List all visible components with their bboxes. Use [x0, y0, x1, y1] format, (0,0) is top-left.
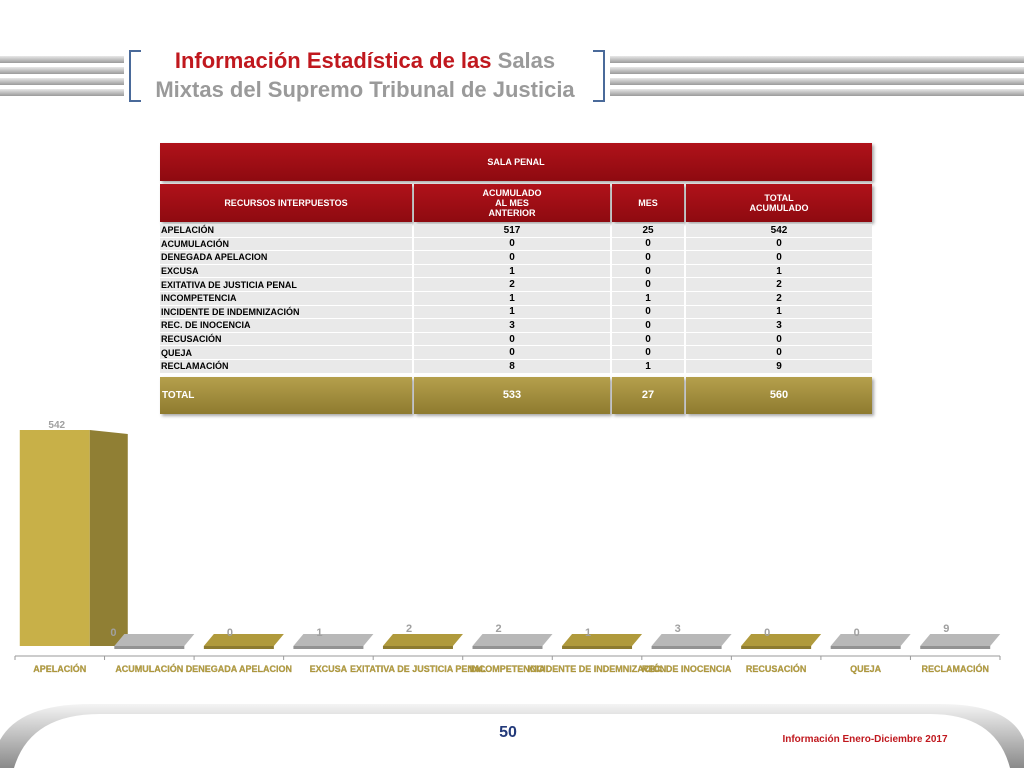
- row-prev: 2: [414, 278, 610, 292]
- row-mes: 0: [612, 251, 684, 265]
- row-mes: 0: [612, 333, 684, 347]
- row-mes: 0: [612, 238, 684, 252]
- column-header-row: [160, 184, 872, 222]
- bar-edge: [741, 646, 811, 649]
- page-title: [140, 46, 590, 104]
- x-tick-label: INCOMPETENCIA: [469, 664, 546, 674]
- row-total: 2: [686, 278, 872, 292]
- bar: [562, 627, 642, 649]
- bar-top: [562, 634, 642, 646]
- row-label: RECLAMACIÓN: [160, 360, 412, 374]
- bar: [383, 623, 463, 649]
- bar-top: [920, 634, 1000, 646]
- row-prev: 1: [414, 306, 610, 320]
- row-total: 1: [686, 265, 872, 279]
- col-header-recursos: RECURSOS INTERPUESTOS: [160, 184, 412, 222]
- row-prev: 0: [414, 238, 610, 252]
- section-header: SALA PENAL: [160, 143, 872, 181]
- row-total: 0: [686, 333, 872, 347]
- table-row: [160, 292, 872, 306]
- table-row: [160, 278, 872, 292]
- row-prev: 0: [414, 333, 610, 347]
- bar-edge: [293, 646, 363, 649]
- header-stripes-right: [610, 56, 1024, 98]
- x-tick-label: RECUSACIÓN: [745, 664, 807, 674]
- row-total: 0: [686, 251, 872, 265]
- table-row: [160, 224, 872, 238]
- bar: [741, 627, 821, 649]
- bar: [652, 623, 732, 649]
- row-label: INCOMPETENCIA: [160, 292, 412, 306]
- table-row: [160, 306, 872, 320]
- x-tick-label: DENEGADA APELACION: [185, 664, 293, 674]
- bar-front: [20, 430, 90, 646]
- bar: [920, 623, 1000, 649]
- footer-period: Información Enero-Diciembre 2017: [782, 734, 948, 745]
- total-prev: 533: [414, 377, 610, 414]
- x-tick-label: EXITATIVA DE JUSTICIA PENAL: [350, 664, 486, 674]
- bar-edge: [562, 646, 632, 649]
- table-row: [160, 319, 872, 333]
- bar-chart: [0, 410, 1024, 690]
- bar-edge: [652, 646, 722, 649]
- bar-top: [293, 634, 373, 646]
- x-tick-label: INCIDENTE DE INDEMNIZACIÓN: [527, 664, 667, 674]
- header-stripes-left: [0, 56, 124, 98]
- title-gray-part-1: Salas: [497, 48, 556, 73]
- row-total: 3: [686, 319, 872, 333]
- row-total: 9: [686, 360, 872, 374]
- col-header-mes: MES: [612, 184, 684, 222]
- row-label: ACUMULACIÓN: [160, 238, 412, 252]
- bar: [204, 627, 284, 649]
- row-prev: 1: [414, 265, 610, 279]
- row-mes: 25: [612, 224, 684, 238]
- x-tick-label: REC. DE INOCENCIA: [641, 664, 732, 674]
- row-label: EXCUSA: [160, 265, 412, 279]
- bar-value-label: 0: [764, 627, 771, 639]
- table-row: [160, 238, 872, 252]
- bar-edge: [473, 646, 543, 649]
- row-label: RECUSACIÓN: [160, 333, 412, 347]
- row-label: EXITATIVA DE JUSTICIA PENAL: [160, 278, 412, 292]
- total-total: 560: [686, 377, 872, 414]
- row-total: 542: [686, 224, 872, 238]
- row-mes: 0: [612, 265, 684, 279]
- table-body: [160, 224, 872, 374]
- bar-value-label: 542: [48, 420, 66, 431]
- bar-edge: [920, 646, 990, 649]
- row-total: 0: [686, 238, 872, 252]
- bar-top: [652, 634, 732, 646]
- bar-value-label: 3: [674, 623, 681, 635]
- bar: [473, 623, 553, 649]
- row-mes: 0: [612, 319, 684, 333]
- page-number: 50: [499, 724, 517, 741]
- bar-value-label: 0: [853, 627, 860, 639]
- bar-value-label: 2: [495, 623, 502, 635]
- title-red-part: Información Estadística de las: [174, 48, 492, 73]
- bar: [831, 627, 911, 649]
- bar-value-label: 2: [405, 623, 413, 635]
- table-row: [160, 265, 872, 279]
- row-prev: 0: [414, 346, 610, 360]
- bar-value-label: 0: [110, 627, 117, 639]
- bar-top: [473, 634, 553, 646]
- row-label: QUEJA: [160, 346, 412, 360]
- row-label: REC. DE INOCENCIA: [160, 319, 412, 333]
- row-prev: 8: [414, 360, 610, 374]
- x-tick-label: EXCUSA: [309, 664, 348, 674]
- col-header-acumulado-anterior: ACUMULADO AL MES ANTERIOR: [414, 184, 610, 222]
- x-tick-label: QUEJA: [850, 664, 882, 674]
- x-tick-label: APELACIÓN: [33, 664, 87, 674]
- bar-top: [741, 634, 821, 646]
- row-label: DENEGADA APELACION: [160, 251, 412, 265]
- row-mes: 0: [612, 278, 684, 292]
- bar-top: [114, 634, 194, 646]
- total-mes: 27: [612, 377, 684, 414]
- row-mes: 1: [612, 360, 684, 374]
- total-row: [160, 377, 872, 414]
- title-gray-part-2: Mixtas del Supremo Tribunal de Justicia: [155, 77, 575, 102]
- row-prev: 1: [414, 292, 610, 306]
- bar-edge: [831, 646, 901, 649]
- bar-top: [383, 634, 463, 646]
- row-total: 2: [686, 292, 872, 306]
- row-prev: 517: [414, 224, 610, 238]
- row-prev: 0: [414, 251, 610, 265]
- row-label: APELACIÓN: [160, 224, 412, 238]
- bar: [293, 627, 373, 649]
- bar-edge: [114, 646, 184, 649]
- title-bracket-right: [593, 50, 605, 102]
- row-total: 0: [686, 346, 872, 360]
- bar-side: [90, 430, 128, 646]
- bar-value-label: 0: [226, 627, 233, 639]
- row-mes: 1: [612, 292, 684, 306]
- row-prev: 3: [414, 319, 610, 333]
- row-label: INCIDENTE DE INDEMNIZACIÓN: [160, 306, 412, 320]
- bar-value-label: 1: [316, 627, 323, 639]
- row-mes: 0: [612, 306, 684, 320]
- bar-value-label: 1: [585, 627, 592, 639]
- x-tick-label: ACUMULACIÓN: [115, 664, 184, 674]
- bar: [20, 420, 128, 646]
- bar-value-label: 9: [943, 623, 950, 635]
- x-tick-label: RECLAMACIÓN: [921, 664, 989, 674]
- bar-edge: [204, 646, 274, 649]
- col-header-total-acumulado: TOTAL ACUMULADO: [686, 184, 872, 222]
- bar-edge: [383, 646, 453, 649]
- total-label: TOTAL: [160, 377, 412, 414]
- table-row: [160, 360, 872, 374]
- row-total: 1: [686, 306, 872, 320]
- statistics-table: [160, 143, 872, 414]
- table-row: [160, 346, 872, 360]
- bar-top: [204, 634, 284, 646]
- table-row: [160, 251, 872, 265]
- bar-top: [831, 634, 911, 646]
- row-mes: 0: [612, 346, 684, 360]
- table-row: [160, 333, 872, 347]
